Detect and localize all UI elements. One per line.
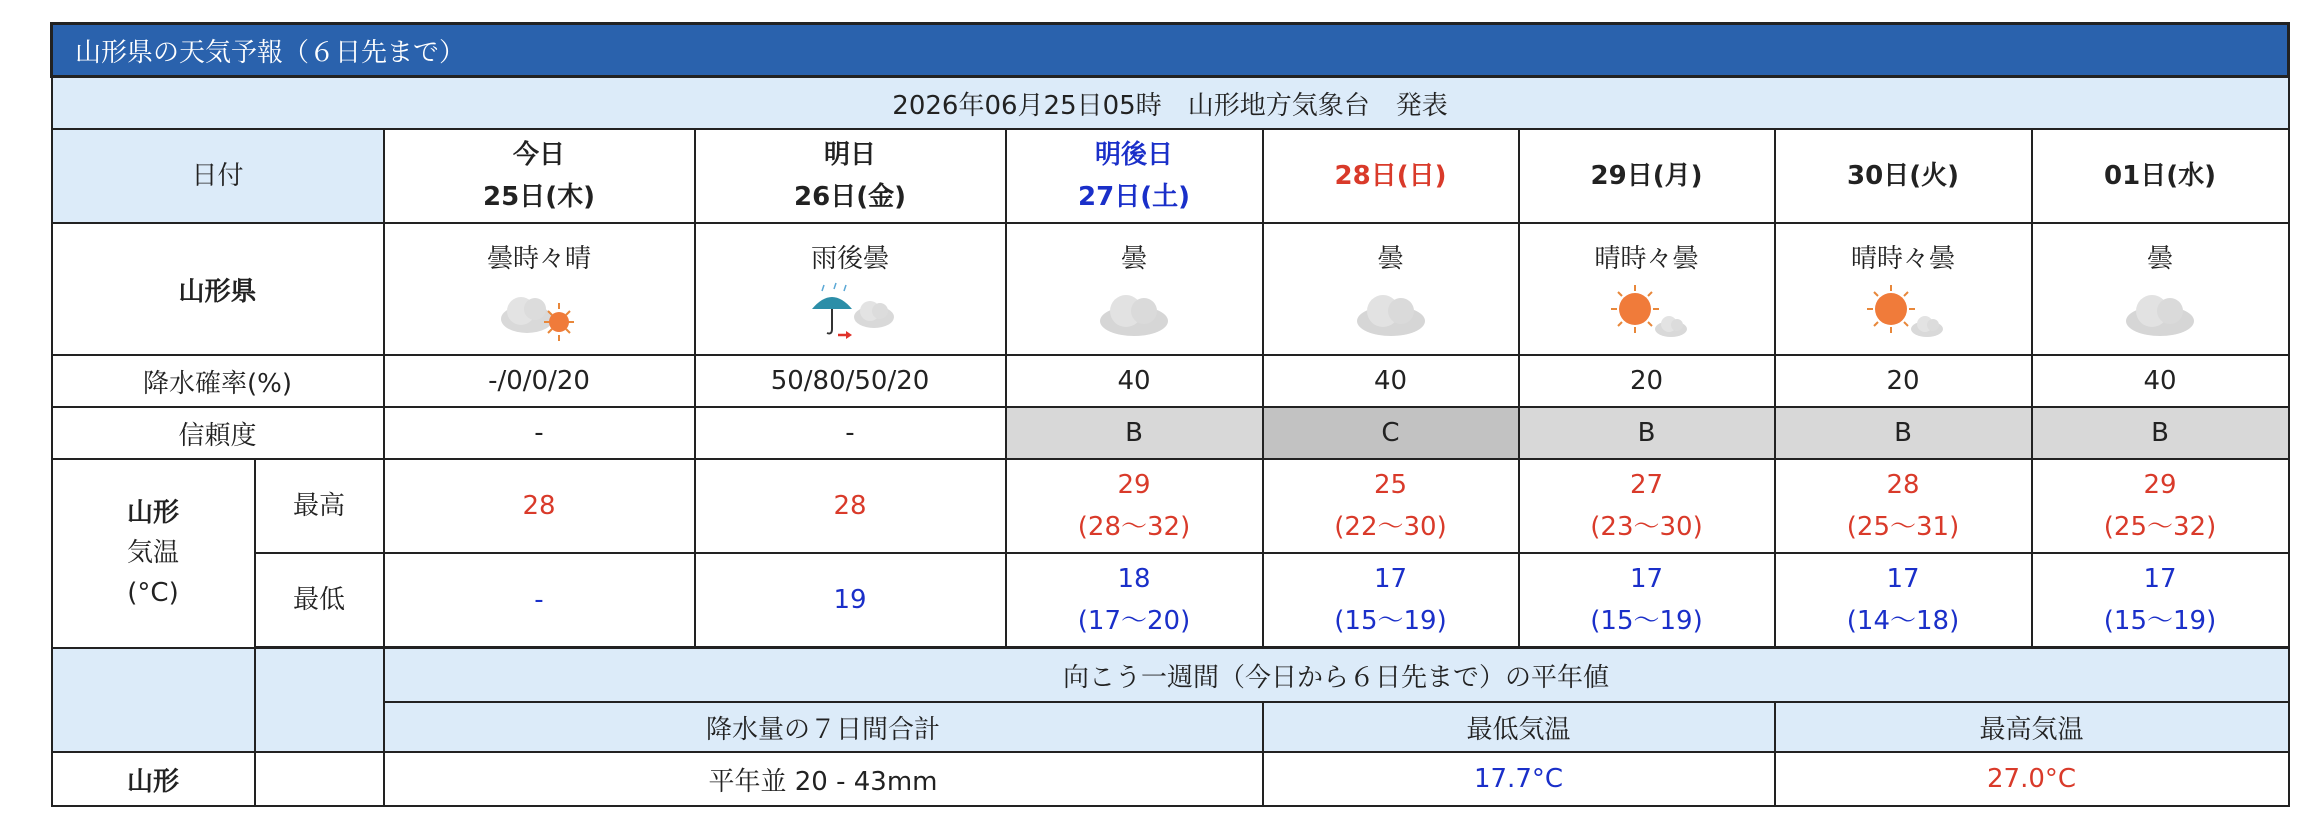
day-date: 30日(火): [1847, 161, 1959, 191]
pop-value: 20: [1775, 355, 2032, 407]
weather-cell: [1006, 223, 1263, 355]
temp-city: 山形: [126, 498, 179, 529]
min-temp-value: 17: [2143, 564, 2177, 594]
day-header: [1263, 129, 1519, 223]
day-header: [695, 129, 1006, 223]
max-temp-value: 29: [2143, 470, 2177, 500]
reliability-value: B: [1519, 407, 1775, 459]
reliability-value: B: [1775, 407, 2032, 459]
max-temp-range: (28〜32): [1077, 512, 1191, 542]
max-temp: [1263, 459, 1519, 553]
day-header: [384, 129, 695, 223]
day-header: [2032, 129, 2289, 223]
min-temp: [1775, 553, 2032, 648]
pop-value: 50/80/50/20: [695, 355, 1006, 407]
max-label: 最高: [255, 459, 384, 553]
day-date: 26日(金): [794, 182, 906, 212]
weather-text: 雨後曇: [810, 243, 889, 274]
min-temp: [384, 553, 695, 648]
min-temp-range: (15〜19): [1590, 606, 1703, 636]
reliability-value: -: [384, 407, 695, 459]
min-temp-value: 17: [1373, 564, 1408, 594]
reliability-value: -: [695, 407, 1006, 459]
pop-label: 降水確率(%): [52, 355, 384, 407]
reliability-value: B: [1006, 407, 1263, 459]
reliability-value: B: [2032, 407, 2289, 459]
normals-max-value: 27.0°C: [1775, 752, 2289, 806]
normals-blank-cell: [255, 648, 384, 753]
min-temp-value: 17: [1886, 564, 1920, 594]
max-temp-range: (25〜32): [2103, 512, 2217, 542]
min-label: 最低: [255, 553, 384, 648]
day-header: [1775, 129, 2032, 223]
temp-region-label: [52, 459, 255, 648]
max-temp-range: (22〜30): [1334, 512, 1447, 542]
reliability-value: C: [1263, 407, 1519, 459]
sun-cloud-icon: [1853, 281, 1953, 341]
max-temp-value: 25: [1373, 470, 1408, 500]
weather-text: 曇時々晴: [486, 243, 591, 274]
cloud-sun-icon: [489, 281, 589, 341]
temp-unit: (°C): [127, 578, 179, 609]
region-label: 山形県: [52, 223, 384, 355]
max-temp-value: 28: [833, 491, 867, 521]
max-temp: [1775, 459, 2032, 553]
umbrella-cloud-icon: [800, 281, 900, 341]
max-temp-value: 29: [1117, 470, 1151, 500]
normals-blank-cell: [255, 752, 384, 806]
normals-precip-label: 降水量の７日間合計: [384, 702, 1263, 752]
min-temp: [1519, 553, 1775, 648]
normals-max-label: 最高気温: [1775, 702, 2289, 752]
weather-text: 晴時々曇: [1594, 243, 1699, 274]
day-header: [1519, 129, 1775, 223]
weather-text: 曇: [1377, 243, 1404, 274]
max-temp: [2032, 459, 2289, 553]
normals-heading: 向こう一週間（今日から６日先まで）の平年値: [384, 648, 2289, 703]
forecast-table: [50, 22, 2290, 807]
max-temp-range: (25〜31): [1846, 512, 1960, 542]
max-temp: [695, 459, 1006, 553]
weather-cell: [1263, 223, 1519, 355]
min-temp-range: (17〜20): [1077, 606, 1191, 636]
weather-text: 曇: [1120, 243, 1147, 274]
min-temp-value: 18: [1117, 564, 1151, 594]
min-temp-range: (14〜18): [1846, 606, 1960, 636]
min-temp-value: 19: [833, 585, 867, 615]
min-temp: [1006, 553, 1263, 648]
max-temp-value: 28: [1886, 470, 1920, 500]
min-temp-value: 17: [1629, 564, 1664, 594]
day-date: 27日(土): [1078, 182, 1190, 212]
weather-cell: [384, 223, 695, 355]
date-label: 日付: [52, 129, 384, 223]
normals-blank-cell: [52, 648, 255, 753]
reliability-label: 信頼度: [52, 407, 384, 459]
issued-line: 2026年06月25日05時 山形地方気象台 発表: [52, 77, 2289, 130]
weather-cell: [2032, 223, 2289, 355]
pop-value: -/0/0/20: [384, 355, 695, 407]
pop-value: 40: [1263, 355, 1519, 407]
weather-text: 曇: [2147, 243, 2174, 274]
cloud-icon: [2110, 281, 2210, 341]
max-temp-value: 28: [522, 491, 556, 521]
min-temp: [1263, 553, 1519, 648]
normals-min-value: 17.7°C: [1263, 752, 1775, 806]
max-temp: [384, 459, 695, 553]
normals-city: 山形: [52, 752, 255, 806]
pop-value: 40: [2032, 355, 2289, 407]
pop-value: 40: [1006, 355, 1263, 407]
forecast-container: [50, 22, 2287, 807]
day-date: 25日(木): [483, 182, 595, 212]
weather-cell: [1519, 223, 1775, 355]
max-temp: [1006, 459, 1263, 553]
max-temp: [1519, 459, 1775, 553]
day-rel: 明後日: [1094, 140, 1173, 170]
min-temp-range: (15〜19): [1334, 606, 1447, 636]
min-temp: [2032, 553, 2289, 648]
min-temp-value: -: [534, 585, 544, 615]
cloud-icon: [1084, 281, 1184, 341]
day-date: 01日(水): [2104, 161, 2216, 191]
weather-cell: [695, 223, 1006, 355]
max-temp-range: (23〜30): [1590, 512, 1703, 542]
min-temp: [695, 553, 1006, 648]
normals-precip-value: 平年並 20 - 43mm: [384, 752, 1263, 806]
min-temp-range: (15〜19): [2103, 606, 2217, 636]
weather-text: 晴時々曇: [1850, 243, 1955, 274]
pop-value: 20: [1519, 355, 1775, 407]
day-date: 29日(月): [1590, 161, 1703, 191]
day-rel: 今日: [512, 140, 565, 170]
max-temp-value: 27: [1629, 470, 1664, 500]
sun-cloud-icon: [1597, 281, 1697, 341]
day-header: [1006, 129, 1263, 223]
weather-cell: [1775, 223, 2032, 355]
day-date: 28日(日): [1334, 161, 1447, 191]
temp-word: 気温: [126, 538, 179, 569]
forecast-title: 山形県の天気予報（６日先まで）: [52, 24, 2289, 77]
cloud-icon: [1341, 281, 1441, 341]
normals-min-label: 最低気温: [1263, 702, 1775, 752]
day-rel: 明日: [823, 140, 876, 170]
